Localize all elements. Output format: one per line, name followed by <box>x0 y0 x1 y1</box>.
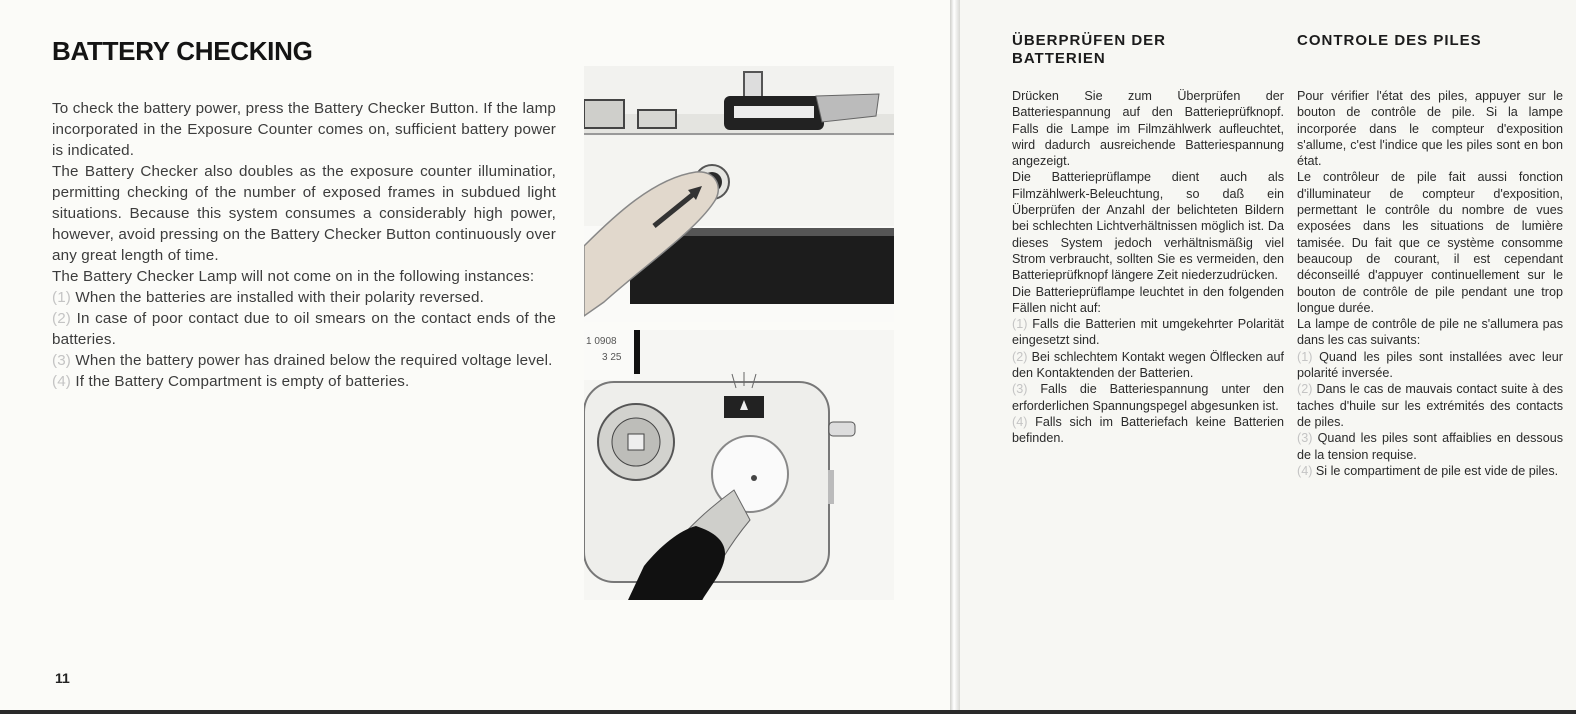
list-item <box>1012 349 1284 382</box>
item-text: Quand les piles sont installées avec leur polarité inversée. <box>1297 349 1564 381</box>
paragraph: The Battery Checker Lamp will not come on in the following instances: <box>52 268 535 285</box>
item-number: (1) <box>1297 349 1313 364</box>
item-text: Quand les piles sont affaiblies en dessous de la tension requise. <box>1297 431 1563 462</box>
page-title: BATTERY CHECKING <box>52 36 313 66</box>
list-item <box>1012 414 1284 447</box>
french-heading: CONTROLE DES PILES <box>1297 32 1482 49</box>
list-item <box>1012 316 1284 349</box>
item-text: Falls die Batterien mit umgekehrter Polarität eingesetzt sind. <box>1012 317 1285 348</box>
paragraph: To check the battery power, press the Battery Checker Button. If the lamp incorporated in the Exposure Counter comes on, sufficient battery power is indicated. <box>52 100 556 159</box>
list-item <box>1297 463 1563 479</box>
item-number: (2) <box>1012 349 1028 364</box>
german-column <box>1012 88 1284 447</box>
dial-scale-text: 1 0908 <box>586 336 617 347</box>
item-number: (2) <box>52 310 72 327</box>
item-text: Dans le cas de mauvais contact suite à des taches d'huile sur les extrémités des contacts de piles. <box>1297 382 1563 429</box>
battery-checker-button-photo <box>584 66 894 322</box>
item-number: (3) <box>1012 382 1028 397</box>
book-gutter <box>950 0 960 714</box>
list-item <box>1012 381 1284 414</box>
item-text: Falls sich im Batteriefach keine Batterien befinden. <box>1012 414 1284 446</box>
paragraph: Die Batterieprüflampe leuchtet in den folgenden Fällen nicht auf: <box>1012 284 1284 315</box>
paragraph: The Battery Checker also doubles as the exposure counter illuminatior, permitting checking of the number of exposed frames in subdued light situations. Because this system consumes a considerably high power, however, avoid pressing on the Battery Checker Button continuously over any great length of time. <box>52 163 556 264</box>
right-page <box>960 0 1576 714</box>
item-text: When the batteries are installed with their polarity reversed. <box>75 289 484 306</box>
item-text: In case of poor contact due to oil smears on the contact ends of the batteries. <box>52 310 556 348</box>
item-number: (4) <box>1012 414 1028 429</box>
dial-scale-text: 3 25 <box>602 352 622 363</box>
list-item <box>52 350 556 371</box>
english-body <box>52 98 556 392</box>
item-number: (2) <box>1297 382 1313 397</box>
list-item <box>52 287 556 308</box>
item-number: (4) <box>1297 463 1313 478</box>
item-text: When the battery power has drained below the required voltage level. <box>75 352 553 369</box>
page-edge <box>0 710 1576 714</box>
list-item <box>52 371 556 392</box>
list-item <box>1297 430 1563 463</box>
list-item <box>1297 381 1563 430</box>
paragraph: La lampe de contrôle de pile ne s'allumera pas dans les cas suivants: <box>1297 317 1563 348</box>
item-number: (1) <box>52 289 72 306</box>
item-number: (4) <box>52 373 72 390</box>
item-text: If the Battery Compartment is empty of batteries. <box>75 373 410 390</box>
french-column <box>1297 88 1563 479</box>
list-item <box>1297 349 1563 382</box>
item-text: Falls die Batteriespannung unter den erforderlichen Spannungspegel abgesunken ist. <box>1012 382 1284 413</box>
paragraph: Drücken Sie zum Überprüfen der Batteriespannung auf den Batterieprüfknopf. Falls die Lampe im Filmzählwerk aufleuchtet, wird dadurch ausreichende Batteriespannung angezeigt. <box>1012 89 1284 169</box>
item-number: (3) <box>52 352 72 369</box>
paragraph: Le contrôleur de pile fait aussi fonction d'illuminateur de compteur d'exposition, permettant le contrôle du nombre de vues exposées dans les situations de lumière tamisée. Du fait que ce système consomme beaucoup de courant, il est cependant déconseillé d'appuyer continuellement sur le bouton de contrôle de pile pendant une trop longue durée. <box>1297 170 1563 315</box>
list-item <box>52 308 556 350</box>
paragraph: Die Batterieprüflampe dient auch als Filmzählwerk-Beleuchtung, so daß ein Überprüfen der Anzahl der belichteten Bildern bei schlechten Lichtverhältnissen möglich ist. Da dieses System jedoch verhältnismäßig viel Strom verbraucht, sollten Sie es vermeiden, den Batterieprüfknopf längere Zeit niederzudrücken. <box>1012 170 1284 283</box>
item-number: (3) <box>1297 431 1313 446</box>
exposure-counter-photo <box>584 330 894 600</box>
page-number: 11 <box>55 670 70 686</box>
item-number: (1) <box>1012 317 1028 332</box>
item-text: Bei schlechtem Kontakt wegen Ölflecken auf den Kontaktenden der Batterien. <box>1012 349 1285 381</box>
item-text: Si le compartiment de pile est vide de piles. <box>1315 463 1559 478</box>
german-heading: ÜBERPRÜFEN DER BATTERIEN <box>1012 32 1167 67</box>
paragraph: Pour vérifier l'état des piles, appuyer sur le bouton de contrôle de pile. Si la lampe incorporée dans le compteur d'exposition s'allume, c'est l'indice que les piles sont en bon état. <box>1297 89 1563 169</box>
